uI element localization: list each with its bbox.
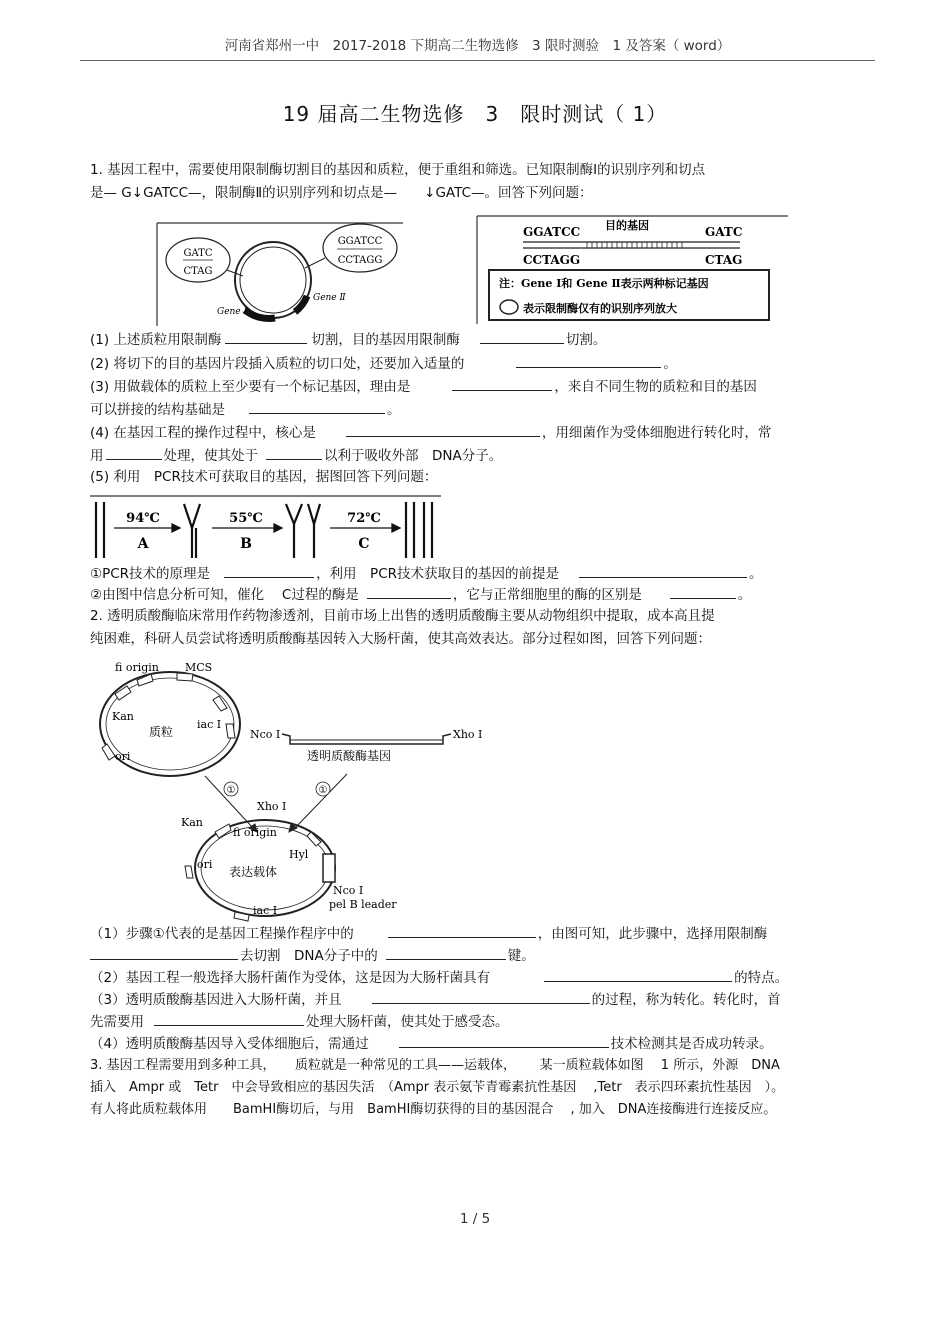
q2-sub4 xyxy=(90,1034,773,1054)
q2-sub4-text-a: （4）透明质酸酶基因导入受体细胞后，需通过 xyxy=(90,1036,369,1052)
q2-fig-xho2: Xho Ⅰ xyxy=(257,800,287,813)
q2-sub1-cont xyxy=(90,946,535,966)
q2-sub2-text-a: （2）基因工程一般选择大肠杆菌作为受体，这是因为大肠杆菌具有 xyxy=(90,970,491,986)
q2-fig-nco2: Nco Ⅰ xyxy=(333,884,364,897)
q2-fig-kan: Kan xyxy=(112,710,134,723)
q2-sub3-blank1[interactable] xyxy=(372,990,590,1004)
q2-fig-iac: iac Ⅰ xyxy=(197,718,222,731)
q2-sub3-text-d: 处理大肠杆菌，使其处于感受态。 xyxy=(306,1014,509,1030)
q2-fig-nco: Nco Ⅰ xyxy=(250,728,281,741)
q1-fig2-note1: 注：Gene Ⅰ和 Gene Ⅱ表示两种标记基因 xyxy=(499,277,709,290)
q1-pcr-temp-c: 72℃ xyxy=(347,511,381,526)
q1-fig1-ggatcc-top: GGATCC xyxy=(337,236,383,247)
q2-fig-gene: 透明质酸酶基因 xyxy=(307,749,392,763)
q3-line1: 3. 基因工程需要用到多种工具， 质粒就是一种常见的工具——运载体， 某一质粒载体如图 1 所示，外源 DNA xyxy=(90,1058,780,1073)
q1-sub4-text-d: 处理，使其处于 xyxy=(163,448,258,464)
q1-sub7 xyxy=(90,585,751,605)
q1-sub7-blank1[interactable] xyxy=(367,585,451,599)
q1-fig1-gene1: Gene Ⅰ xyxy=(217,307,248,317)
header-divider xyxy=(80,60,875,61)
q1-fig2-note2: 表示限制酶仅有的识别序列放大 xyxy=(523,302,677,315)
q2-fig-hyl: Hyl xyxy=(289,848,309,861)
q3-line2: 插入 Ampr 或 Tetr 中会导致相应的基因失活 （Ampr 表示氨苄青霉素抗性基因 ,Tetr 表示四环素抗性基因 ）。 xyxy=(90,1080,785,1095)
q2-vector-figure xyxy=(85,656,495,924)
q1-sub6-blank1[interactable] xyxy=(224,564,314,578)
q2-fig-plasmid: 质粒 xyxy=(149,725,174,739)
q1-sub3-text-c: 可以拼接的结构基础是 xyxy=(90,402,225,418)
q2-sub3-text-a: （3）透明质酸酶基因进入大肠杆菌，并且 xyxy=(90,992,342,1008)
q1-sub3-text-a: (3) 用做载体的质粒上至少要有一个标记基因，理由是 xyxy=(90,379,411,395)
q1-fig1-ggatcc-bottom: CCTAGG xyxy=(337,255,383,266)
q1-pcr-label-a: A xyxy=(137,536,149,552)
q1-sub2 xyxy=(90,354,677,374)
q1-sub4-text-e: 以利于吸收外部 DNA分子。 xyxy=(324,448,503,464)
q2-sub3 xyxy=(90,990,781,1010)
q1-intro-line1: 1. 基因工程中，需要使用限制酶切割目的基因和质粒，便于重组和筛选。已知限制酶Ⅰ的识别序列和切点 xyxy=(90,162,706,178)
q2-fig-step2: ① xyxy=(318,785,328,796)
q2-intro-line2: 纯困难，科研人员尝试将透明质酸酶基因转入大肠杆菌，使其高效表达。部分过程如图，回答下列问题： xyxy=(90,631,711,647)
q1-fig2-left-top: GGATCC xyxy=(523,225,581,239)
q2-sub2 xyxy=(90,968,788,988)
q2-fig-fi-origin: fi origin xyxy=(115,661,159,674)
q1-sub4 xyxy=(90,423,771,443)
q2-fig-pelb: pel B leader xyxy=(329,898,397,911)
page-number: 1 / 5 xyxy=(459,1211,491,1227)
q1-fig2-right-top: GATC xyxy=(705,225,743,239)
q1-fig2-target: 目的基因 xyxy=(605,219,649,232)
q2-fig-ori: ori xyxy=(115,750,131,763)
q1-sub7-text-a: ②由图中信息分析可知，催化 C过程的酶是 xyxy=(90,587,359,603)
q2-sub1-text-d: 键。 xyxy=(507,948,535,964)
q1-pcr-label-c: C xyxy=(358,536,370,552)
q1-target-gene-figure xyxy=(475,214,790,326)
q1-sub2-text-a: (2) 将切下的目的基因片段插入质粒的切口处，还要加入适量的 xyxy=(90,356,465,372)
q1-sub1 xyxy=(90,330,606,350)
q2-sub2-text-b: 的特点。 xyxy=(734,970,789,986)
q1-sub1-text-c: 切割。 xyxy=(565,332,607,348)
q1-sub6-text-c: 。 xyxy=(749,566,763,582)
q2-sub2-blank[interactable] xyxy=(544,968,732,982)
q1-sub6-blank2[interactable] xyxy=(579,564,747,578)
q1-plasmid-figure xyxy=(155,218,405,328)
q2-fig-fi-origin2: fi origin xyxy=(233,826,277,839)
q2-sub3-cont xyxy=(90,1012,509,1032)
q2-sub1-text-a: （1）步骤①代表的是基因工程操作程序中的 xyxy=(90,926,354,942)
q2-fig-iac2: iac Ⅰ xyxy=(253,904,278,917)
q1-sub3 xyxy=(90,377,757,397)
q1-sub3-blank1[interactable] xyxy=(452,377,552,391)
page-title: 19 届高二生物选修 3 限时测试（ 1） xyxy=(282,102,668,126)
q1-fig2-left-bottom: CCTAGG xyxy=(523,253,581,267)
q1-sub1-text-b: 切割，目的基因用限制酶 xyxy=(311,332,460,348)
q2-sub3-text-c: 先需要用 xyxy=(90,1014,144,1030)
q1-pcr-figure xyxy=(88,494,443,564)
q2-sub1 xyxy=(90,924,767,944)
q2-sub1-blank1[interactable] xyxy=(388,924,536,938)
q1-fig1-gene2: Gene Ⅱ xyxy=(313,293,346,303)
q1-sub1-text-a: (1) 上述质粒用限制酶 xyxy=(90,332,222,348)
q1-sub2-blank[interactable] xyxy=(516,354,661,368)
q2-fig-kan2: Kan xyxy=(181,816,203,829)
q1-sub3-blank2[interactable] xyxy=(249,400,385,414)
q1-sub2-text-b: 。 xyxy=(663,356,677,372)
q2-sub1-blank2[interactable] xyxy=(90,946,238,960)
q2-sub1-text-b: ，由图可知，此步骤中，选择用限制酶 xyxy=(537,926,768,942)
q1-sub4-text-c: 用 xyxy=(90,448,104,464)
q1-intro-line2: 是— G↓GATCC—，限制酶Ⅱ的识别序列和切点是— ↓GATC—。回答下列问题： xyxy=(90,185,593,201)
q2-intro-line1: 2. 透明质酸酶临床常用作药物渗透剂，目前市场上出售的透明质酸酶主要从动物组织中提取，成本高且提 xyxy=(90,608,715,624)
q2-sub4-blank[interactable] xyxy=(399,1034,609,1048)
q2-fig-vector: 表达载体 xyxy=(229,865,278,879)
q2-fig-ori2: ori xyxy=(197,858,213,871)
q1-sub3-cont xyxy=(90,400,401,420)
q1-sub4-text-b: ，用细菌作为受体细胞进行转化时，常 xyxy=(541,425,772,441)
q2-sub1-text-c: 去切割 DNA分子中的 xyxy=(240,948,378,964)
q2-sub1-blank3[interactable] xyxy=(386,946,506,960)
q1-sub7-text-b: ，它与正常细胞里的酶的区别是 xyxy=(452,587,642,603)
q1-sub5: (5) 利用 PCR技术可获取目的基因，据图回答下列问题： xyxy=(90,469,438,485)
q1-sub3-text-d: 。 xyxy=(387,402,401,418)
q2-fig-mcs: MCS xyxy=(185,661,213,674)
q1-sub1-blank2[interactable] xyxy=(480,330,564,344)
q2-sub3-text-b: 的过程，称为转化。转化时，首 xyxy=(591,992,781,1008)
q1-fig1-gatc-bottom: CTAG xyxy=(183,266,213,277)
q1-sub4-blank2[interactable] xyxy=(106,446,162,460)
q1-sub1-blank1[interactable] xyxy=(225,330,307,344)
q1-sub6-text-a: ①PCR技术的原理是 xyxy=(90,566,211,582)
q2-fig-step1: ① xyxy=(226,785,236,796)
q1-sub7-blank2[interactable] xyxy=(670,585,736,599)
q1-sub6-text-b: ，利用 PCR技术获取目的基因的前提是 xyxy=(316,566,560,582)
q1-pcr-label-b: B xyxy=(240,536,252,552)
q1-pcr-temp-b: 55℃ xyxy=(229,511,263,526)
q1-fig1-gatc-top: GATC xyxy=(183,248,213,259)
page-header: 河南省郑州一中 2017-2018 下期高二生物选修 3 限时测验 1 及答案（ word） xyxy=(224,38,731,54)
q3-line3: 有人将此质粒载体用 BamHⅠ酶切后，与用 BamHⅠ酶切获得的目的基因混合 , 加入 DNA连接酶进行连接反应。 xyxy=(90,1102,777,1117)
q1-sub4-cont xyxy=(90,446,502,466)
q1-sub3-text-b: ，来自不同生物的质粒和目的基因 xyxy=(554,379,757,395)
q1-sub4-text-a: (4) 在基因工程的操作过程中，核心是 xyxy=(90,425,316,441)
q2-sub4-text-b: 技术检测其是否成功转录。 xyxy=(610,1036,773,1052)
q2-sub3-blank2[interactable] xyxy=(154,1012,304,1026)
q1-sub4-blank3[interactable] xyxy=(266,446,322,460)
q1-pcr-temp-a: 94℃ xyxy=(126,511,160,526)
q1-sub4-blank1[interactable] xyxy=(346,423,540,437)
q1-fig2-right-bottom: CTAG xyxy=(705,253,743,267)
q1-sub6 xyxy=(90,564,763,584)
q1-sub7-text-c: 。 xyxy=(737,587,752,603)
q2-fig-xho: Xho Ⅰ xyxy=(453,728,483,741)
